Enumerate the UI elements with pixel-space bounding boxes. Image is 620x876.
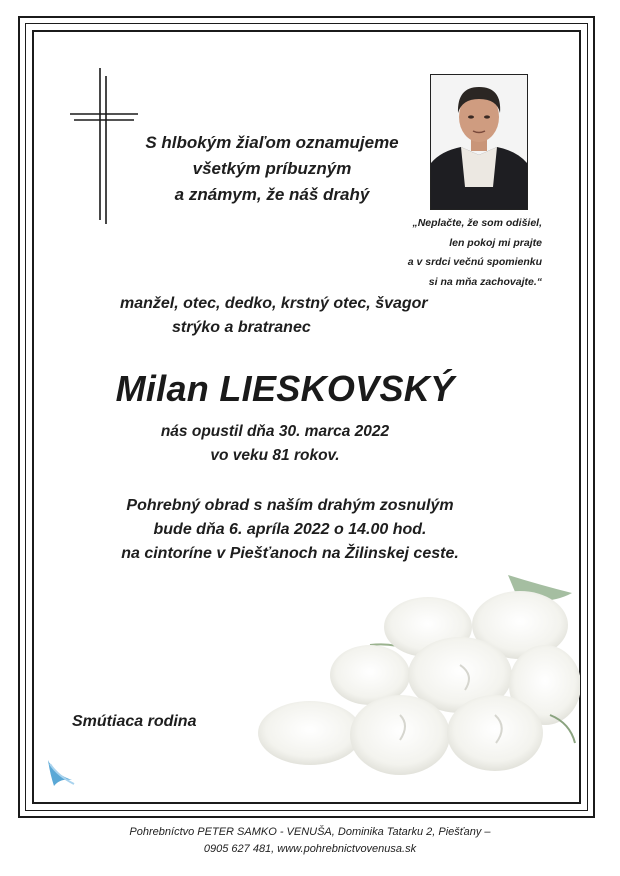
- relations-line: strýko a bratranec: [172, 319, 311, 336]
- death-line: nás opustil dňa 30. marca 2022: [160, 423, 390, 440]
- funeral-home-footer: [60, 824, 560, 858]
- roses-image: [250, 565, 580, 795]
- relations-line: manžel, otec, dedko, krstný otec, švagor: [120, 295, 428, 312]
- footer-line: 0905 627 481, www.pohrebnictvovenusa.sk: [203, 843, 417, 855]
- death-line: vo veku 81 rokov.: [210, 447, 340, 464]
- funeral-line: na cintoríne v Piešťanoch na Žilinskej ceste.: [121, 545, 459, 562]
- quote-line: a v srdci večnú spomienku: [407, 256, 542, 268]
- deceased-name: Milan LIESKOVSKÝ: [115, 368, 455, 409]
- quote-line: si na mňa zachovajte.“: [428, 275, 542, 288]
- signature: Smútiaca rodina: [72, 713, 197, 730]
- funeral-details: [90, 494, 490, 566]
- funeral-line: bude dňa 6. apríla 2022 o 14.00 hod.: [153, 521, 427, 538]
- death-details: [110, 420, 440, 468]
- funeral-line: Pohrebný obrad s naším drahým zosnulým: [126, 497, 454, 514]
- intro-line: a známym, že náš drahý: [174, 185, 370, 204]
- intro-line: S hlbokým žiaľom oznamujeme: [145, 133, 399, 152]
- intro-line: všetkým príbuzným: [192, 159, 352, 178]
- memorial-quote: [372, 214, 542, 292]
- announcement-intro: [118, 130, 426, 208]
- quote-line: „Neplačte, že som odišiel,: [412, 217, 542, 229]
- funeral-home-logo: [44, 756, 78, 790]
- portrait-photo: [430, 74, 528, 210]
- footer-line: Pohrebníctvo PETER SAMKO - VENUŠA, Dominika Tatarku 2, Piešťany –: [129, 826, 491, 838]
- quote-line: len pokoj mi prajte: [449, 236, 542, 249]
- family-relations: [110, 292, 450, 340]
